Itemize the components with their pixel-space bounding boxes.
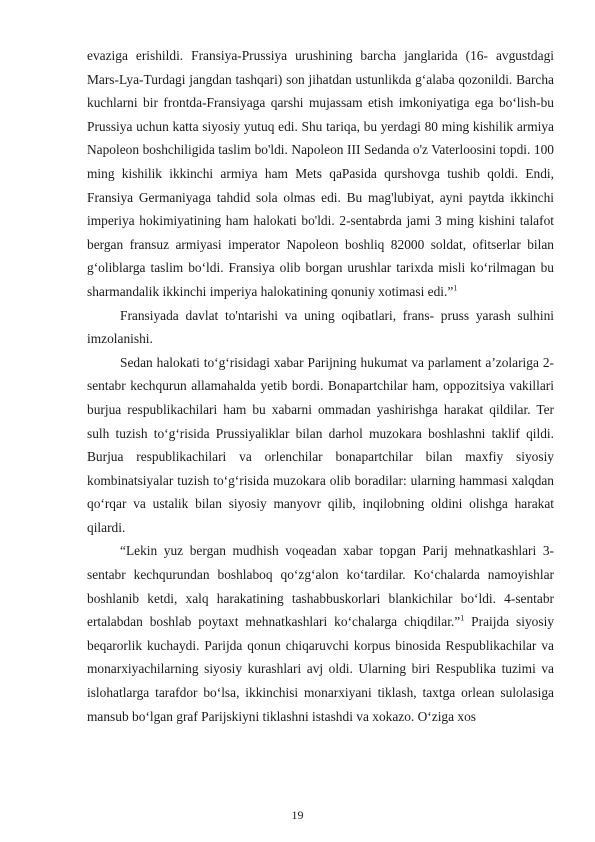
- paragraph-text: “Lekin yuz bergan mudhish voqeadan xabar topgan Parij mehnatkashlari 3-sentabr kechqurundan boshlaboq qo‘zg‘alon ko‘tardilar. Ko‘chalarda namoyishlar boshlanib ketdi, xalq harakatining tashabbuskorlari blankichilar bo‘ldi. 4-sentabr ertalabdan boshlab poytaxt mehnatkashlari ko‘chalarga chiqdilar.”: [87, 543, 554, 630]
- paragraph: [87, 351, 554, 540]
- paragraph-heading: [87, 304, 554, 351]
- paragraph-text: evaziga erishildi. Fransiya-Prussiya urushining barcha janglarida (16- avgustdagi Mars-Lya-Turdagi jangdan tashqari) son jihatdan ustunlikda g‘alaba qozonildi. Barcha kuchlarni bir frontda-Fransiyaga qarshi mujassam etish imkoniyatiga ega bo‘lish-bu Prussiya uchun katta siyosiy yutuq edi. Shu tariqa, bu yerdagi 80 ming kishilik armiya Napoleon boshchiligida taslim bo'ldi. Napoleon III Sedanda o'z Vaterloosini topdi. 100 ming kishilik ikkinchi armiya ham Mets qaPasida qurshovga tushib qoldi. Endi, Fransiya Germaniyaga tahdid sola olmas edi. Bu mag'lubiyat, ayni paytda ikkinchi imperiya hokimiyatining ham halokati bo'ldi. 2-sentabrda jami 3 ming kishini talafot bergan fransuz armiyasi imperator Napoleon boshliq 82000 soldat, ofitserlar bilan g‘oliblarga taslim bo‘ldi. Fransiya olib borgan urushlar tarixda misli ko‘rilmagan bu sharmandalik ikkinchi imperiya halokatining qonuniy xotimasi edi.”: [87, 48, 554, 299]
- paragraph: [87, 539, 554, 728]
- footnote-marker: 1: [460, 613, 465, 623]
- paragraph-text-continued: Praijda siyosiy beqarorlik kuchaydi. Parijda qonun chiqaruvchi korpus binosida Respublikachilar va monarxiyachilarning siyosiy kurashlari avj oldi. Ularning biri Respublika tuzimi va islohatlarga tarafdor bo‘lsa, ikkinchisi monarxiyani tiklash, taxtga orlean sulolasiga mansub bo‘lgan graf Parijskiyni tiklashni istashdi va xokazo. O‘ziga xos: [87, 614, 555, 724]
- paragraph-text: Fransiyada davlat to'ntarishi va uning oqibatlari, frans- pruss yarash sulhini imzolanishi.: [87, 307, 554, 347]
- paragraph-text: Sedan halokati to‘g‘risidagi xabar Parijning hukumat va parlament a’zolariga 2-sentabr kechqurun allamahalda yetib bordi. Bonapartchilar ham, oppozitsiya vakillari burjua respublikachilari ham bu xabarni ommadan yashirishga harakat qildilar. Ter sulh tuzish to‘g‘risida Prussiyaliklar bilan darhol muzokara boshlashni taklif qildi. Burjua respublikachilari va orlenchilar bonapartchilar bilan maxfiy siyosiy kombinatsiyalar tuzish to‘g‘risida muzokara olib boradilar: ularning hammasi xalqdan qo‘rqar va ustalik bilan siyosiy manyovr qilib, inqilobning oldini olishga harakat qilardi.: [87, 354, 554, 535]
- paragraph-continuation: [87, 44, 554, 304]
- footnote-marker: 1: [453, 283, 458, 293]
- page-number: 19: [291, 808, 304, 822]
- body-text: [87, 44, 554, 728]
